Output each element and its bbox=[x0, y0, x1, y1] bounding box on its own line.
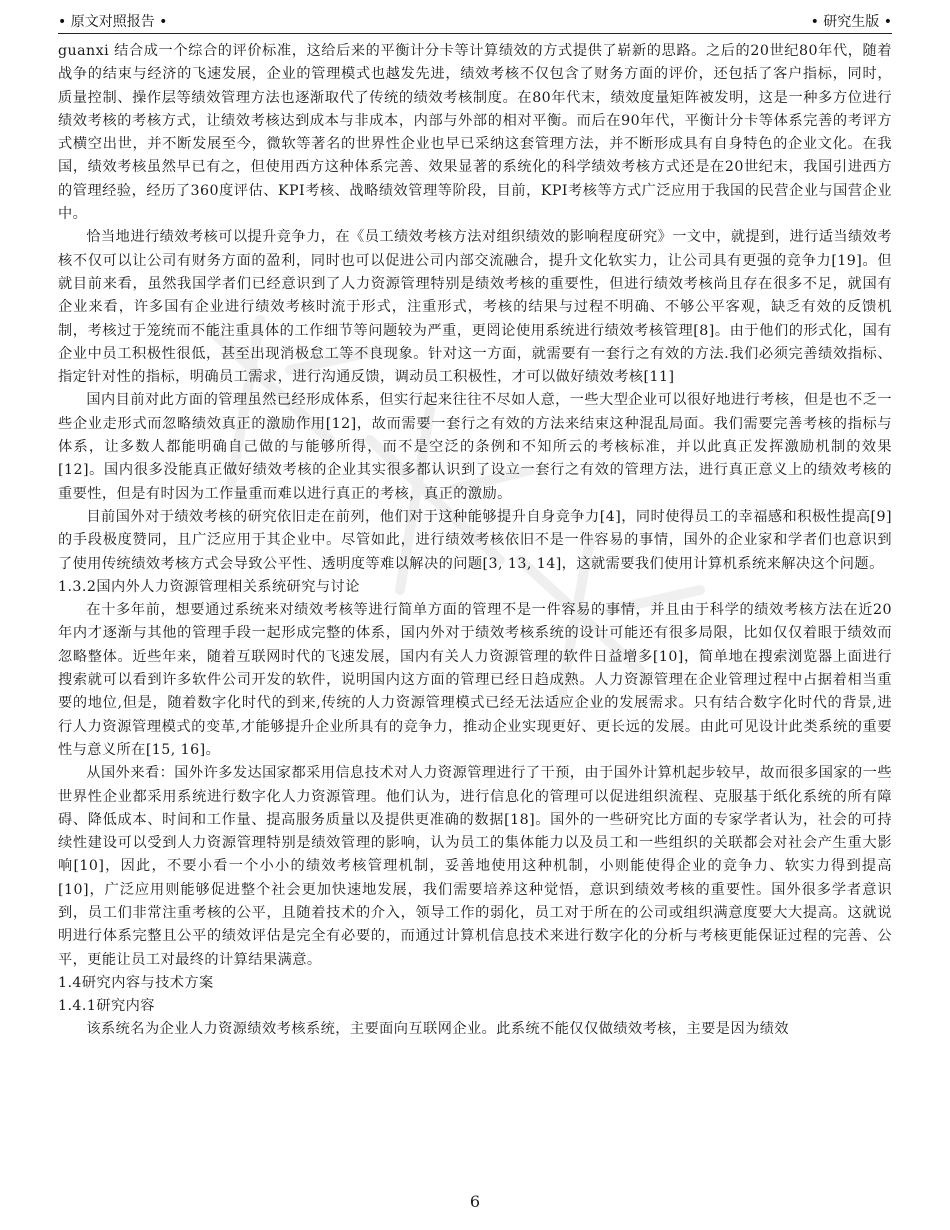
paragraph: 国内目前对此方面的管理虽然已经形成体系，但实行起来往往不尽如人意，一些大型企业可以很好地进行考核，但是也不乏一些企业走形式而忽略绩效真正的激励作用[12]，故而需要一套行之有效的方法来结束这种混乱局面。我们需要完善考核的指标与体系，让多数人都能明确自己做的与能够所得，而不是空泛的条例和不知所云的考核标准，并以此真正发挥激励机制的效果[12]。国内很多没能真正做好绩效考核的企业其实很多都认识到了设立一套行之有效的管理方法，进行真正意义上的绩效考核的重要性，但是有时因为工作量重而难以进行真正的考核，真正的激励。 bbox=[58, 392, 892, 502]
section-heading-1-4-1: 1.4.1研究内容 bbox=[58, 998, 155, 1015]
header-report-label: • 原文对照报告 • bbox=[58, 14, 168, 30]
page-number: 6 bbox=[469, 1192, 481, 1211]
page-header bbox=[58, 8, 892, 32]
header-divider bbox=[58, 33, 892, 34]
paragraph: 在十多年前，想要通过系统来对绩效考核等进行简单方面的管理不是一件容易的事情，并且由于科学的绩效考核方法在近20年内才逐渐与其他的管理手段一起形成完整的体系，国内外对于绩效考核系统的设计可能还有很多局限，比如仅仅着眼于绩效而忽略整体。近些年来，随着互联网时代的飞速发展，国内有关人力资源管理的软件日益增多[10]，简单地在搜索浏览器上面进行搜索就可以看到许多软件公司开发的软件，说明国内这方面的管理已经日趋成熟。人力资源管理在企业管理过程中占据着相当重要的地位,但是，随着数字化时代的到来,传统的人力资源管理模式已经无法适应企业的发展需求。只有结合数字化时代的背景,进行人力资源管理模式的变革,才能够提升企业所具有的竞争力，推动企业实现更好、更长远的发展。由此可见设计此类系统的重要性与意义所在[15, 16]。 bbox=[58, 602, 892, 758]
paragraph-continued: guanxi 结合成一个综合的评价标准，这给后来的平衡计分卡等计算绩效的方式提供了崭新的思路。之后的20世纪80年代，随着战争的结束与经济的飞速发展，企业的管理模式也越发先进，绩效考核不仅包含了财务方面的评价，还包括了客户指标，同时，质量控制、操作层等绩效管理方法也逐渐取代了传统的绩效考核制度。在80年代末，绩效度量矩阵被发明，这是一种多方位进行绩效考核的考核方式，让绩效考核达到成本与非成本，内部与外部的相对平衡。而后在90年代，平衡计分卡等体系完善的考评方式横空出世，并不断发展至今，微软等著名的世界性企业也早已采纳这套管理方法，并不断形成具有自身特色的企业文化。在我国，绩效考核虽然早已有之，但使用西方这种体系完善、效果显著的系统化的科学绩效考核方式还是在20世纪末，我国引进西方的管理经验，经历了360度评估、KPI考核、战略绩效管理等阶段，目前，KPI考核等方式广泛应用于我国的民营企业与国营企业中。 bbox=[58, 43, 892, 223]
section-heading-1-4: 1.4研究内容与技术方案 bbox=[58, 974, 214, 991]
body-text bbox=[58, 40, 892, 1042]
paragraph: 恰当地进行绩效考核可以提升竞争力，在《员工绩效考核方法对组织绩效的影响程度研究》一文中，就提到，进行适当绩效考核不仅可以让公司有财务方面的盈利，同时也可以促进公司内部交流融合，提升文化软实力，让公司具有更强的竞争力[19]。但就目前来看，虽然我国学者们已经意识到了人力资源管理特别是绩效考核的重要性，但进行绩效考核尚且存在很多不足，就国有企业来看，许多国有企业进行绩效考核时流于形式，注重形式，考核的结果与过程不明确、不够公平客观，缺乏有效的反馈机制，考核过于笼统而不能注重具体的工作细节等问题较为严重，更罔论使用系统进行绩效考核管理[8]。由于他们的形式化，国有企业中员工积极性很低，甚至出现消极怠工等不良现象。针对这一方面，就需要有一套行之有效的方法.我们必须完善绩效指标、指定针对性的指标，明确员工需求，进行沟通反馈，调动员工积极性，才可以做好绩效考核[11] bbox=[58, 229, 892, 386]
paragraph: 目前国外对于绩效考核的研究依旧走在前列，他们对于这种能够提升自身竞争力[4]，同时使得员工的幸福感和积极性提高[9]的手段极度赞同，且广泛应用于其企业中。尽管如此，进行绩效考核依旧不是一件容易的事情，国外的企业家和学者们也意识到了使用传统绩效考核方式会导致公平性、透明度等难以解决的问题[3, 13, 14]，这就需要我们使用计算机系统来解决这个问题。 bbox=[58, 508, 892, 572]
paragraph: 从国外来看：国外许多发达国家都采用信息技术对人力资源管理进行了干预，由于国外计算机起步较早，故而很多国家的一些世界性企业都采用系统进行数字化人力资源管理。他们认为，进行信息化的管理可以促进组织流程、克服基于纸化系统的所有障碍、降低成本、时间和工作量、提高服务质量以及提供更准确的数据[18]。国外的一些研究比方面的专家学者认为，社会的可持续性建设可以受到人力资源管理特别是绩效管理的影响，认为员工的集体能力以及员工和一些组织的关联都会对社会产生重大影响[10]，因此，不要小看一个小小的绩效考核管理机制，妥善地使用这种机制，小则能使得企业的竞争力、软实力得到提高[10]，广泛应用则能够促进整个社会更加快速地发展，我们需要培养这种觉悟，意识到绩效考核的重要性。国外很多学者意识到，员工们非常注重考核的公平，且随着技术的介入，领导工作的弱化，员工对于所在的公司或组织满意度要大大提高。这就说明进行体系完整且公平的绩效评估是完全有必要的，而通过计算机信息技术来进行数字化的分析与考核更能保证过程的完善、公平，更能让员工对最终的计算结果满意。 bbox=[58, 765, 892, 968]
header-edition-label: • 研究生版 • bbox=[810, 14, 892, 30]
section-heading-1-3-2: 1.3.2国内外人力资源管理相关系统研究与讨论 bbox=[58, 578, 360, 595]
paragraph: 该系统名为企业人力资源绩效考核系统，主要面向互联网企业。此系统不能仅仅做绩效考核，主要是因为绩效 bbox=[86, 1021, 789, 1038]
